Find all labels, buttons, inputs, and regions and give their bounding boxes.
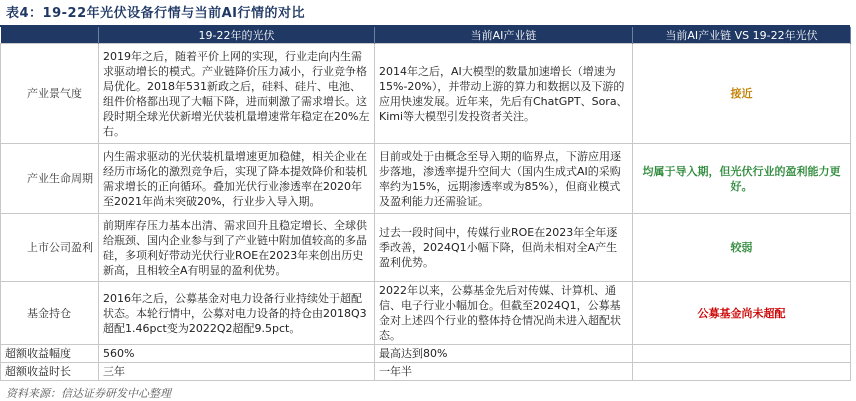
compare-cell: 均属于导入期，但光伏行业的盈利能力更好。 [633, 144, 851, 214]
header-pv: 19-22年的光伏 [99, 27, 375, 44]
row-label: 上市公司盈利 [1, 214, 99, 282]
ai-cell: 过去一段时间中，传媒行业ROE在2023年全年逐季改善，2024Q1小幅下降，但尚未相对全A产生盈利优势。 [375, 214, 633, 282]
compare-cell: 较弱 [633, 214, 851, 282]
ai-cell: 目前或处于由概念至导入期的临界点，下游应用逐步落地，渗透率提升空间大（国内生成式AI的采购率约为15%，远期渗透率或为85%），但商业模式及盈利能力还需验证。 [375, 144, 633, 214]
compare-cell [633, 363, 851, 381]
compare-cell [633, 345, 851, 363]
ai-cell: 2022年以来，公募基金先后对传媒、计算机、通信、电子行业小幅加仓。但截至2024Q1，公募基金对上述四个行业的整体持仓情况尚未进入超配状态。 [375, 282, 633, 345]
header-ai: 当前AI产业链 [375, 27, 633, 44]
header-compare: 当前AI产业链 VS 19-22年光伏 [633, 27, 851, 44]
compare-cell: 公募基金尚未超配 [633, 282, 851, 345]
table-row [1, 44, 851, 144]
row-label: 基金持仓 [1, 282, 99, 345]
pv-cell: 三年 [99, 363, 375, 381]
pv-cell: 前期库存压力基本出清、需求回升且稳定增长、全球供给瓶颈、国内企业参与到了产业链中附加值较高的多晶硅，多项利好带动光伏行业ROE在2023年来创出历史新高，且相较全A有明显的盈利优势。 [99, 214, 375, 282]
header-corner [1, 27, 99, 44]
table-row [1, 363, 851, 381]
ai-cell: 2014年之后，AI大模型的数量加速增长（增速为15%-20%），并带动上游的算力和数据以及下游的应用快速发展。近年来，先后有ChatGPT、Sora、Kimi等大模型引发投资者关注。 [375, 44, 633, 144]
table-row [1, 282, 851, 345]
pv-cell: 2016年之后，公募基金对电力设备行业持续处于超配状态。本轮行情中，公募对电力设备的持仓由2018Q3超配1.46pct变为2022Q2超配9.5pct。 [99, 282, 375, 345]
pv-cell: 560% [99, 345, 375, 363]
row-label: 超额收益时长 [1, 363, 99, 381]
row-label: 超额收益幅度 [1, 345, 99, 363]
table-header-row [1, 27, 851, 44]
ai-cell: 一年半 [375, 363, 633, 381]
ai-cell: 最高达到80% [375, 345, 633, 363]
row-label: 产业生命周期 [1, 144, 99, 214]
table-row [1, 345, 851, 363]
table-row [1, 144, 851, 214]
page-title: 表4：19-22年光伏设备行情与当前AI行情的对比 [6, 6, 306, 21]
pv-cell: 2019年之后，随着平价上网的实现，行业走向内生需求驱动增长的模式。产业链降价压力减小，行业竞争格局优化。2018年531新政之后，硅料、硅片、电池、组件价格都出现了大幅下降，进而刺激了需求增长。这段时期全球光伏新增光伏装机量增速常年稳定在20%左右。 [99, 44, 375, 144]
comparison-table [0, 27, 851, 381]
compare-cell: 接近 [633, 44, 851, 144]
table-row [1, 214, 851, 282]
source-note: 资料来源：信达证券研发中心整理 [6, 387, 171, 400]
pv-cell: 内生需求驱动的光伏装机量增速更加稳健，相关企业在经历市场化的激烈竞争后，实现了降本提效降价和装机需求增长的正向循环。叠加光伏行业渗透率在2020年至2021年尚未突破20%，行业步入导入期。 [99, 144, 375, 214]
row-label: 产业景气度 [1, 44, 99, 144]
